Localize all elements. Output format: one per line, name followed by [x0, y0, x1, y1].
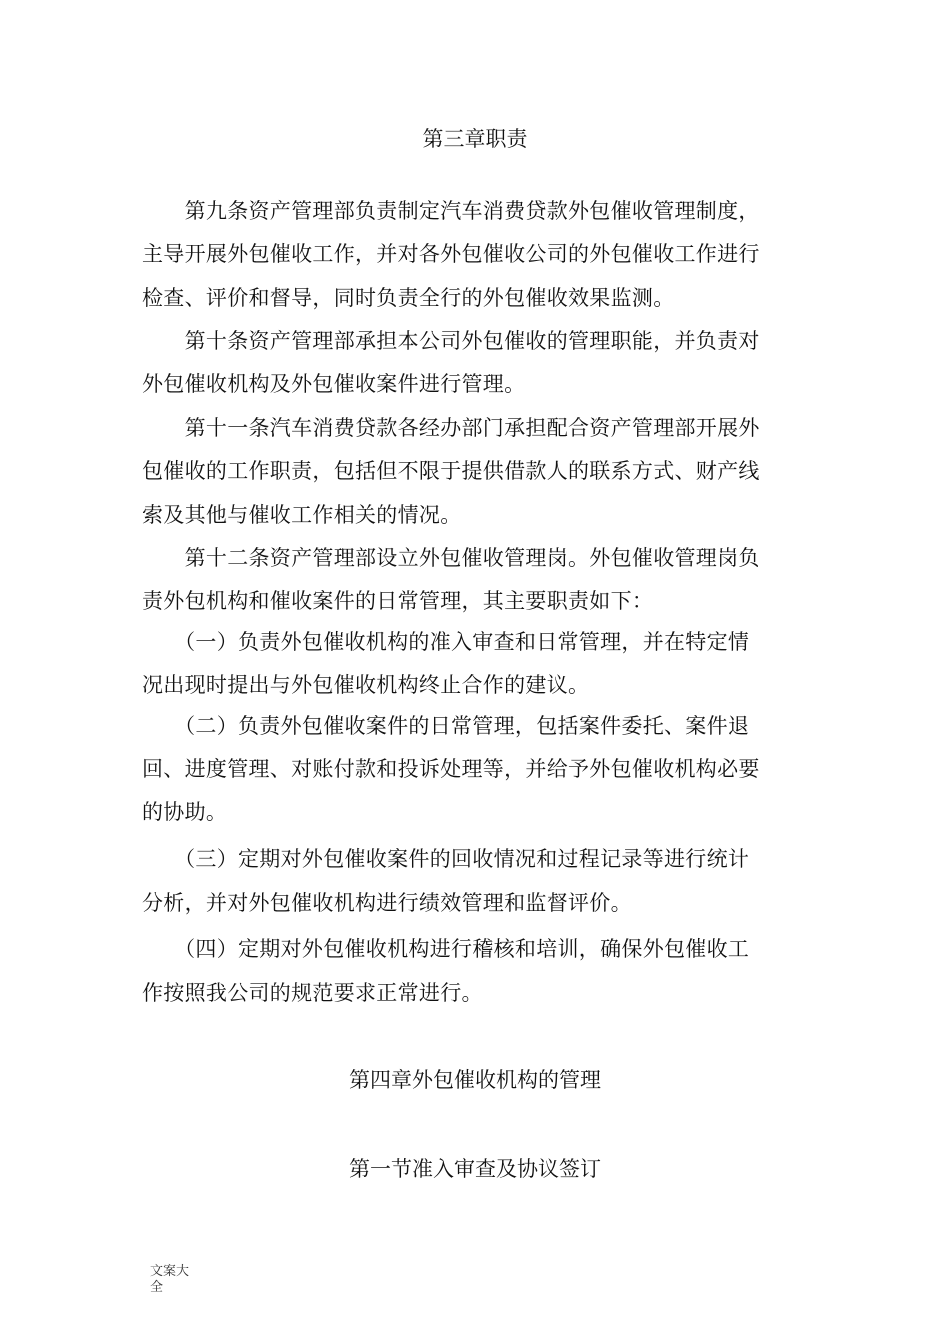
- paragraph-line: 外包催收机构及外包催收案件进行管理。: [142, 372, 526, 396]
- footer-label: 文案大全: [150, 1264, 190, 1295]
- paragraph-line: （一）负责外包催收机构的准入审查和日常管理，并在特定情: [142, 630, 750, 654]
- paragraph-line: 索及其他与催收工作相关的情况。: [142, 503, 462, 527]
- paragraph-line: （二）负责外包催收案件的日常管理，包括案件委托、案件退: [142, 714, 750, 738]
- paragraph-line: 包催收的工作职责，包括但不限于提供借款人的联系方式、财产线: [142, 459, 760, 483]
- chapter-3-title: 第三章职责: [422, 127, 528, 151]
- paragraph-line: 主导开展外包催收工作，并对各外包催收公司的外包催收工作进行: [142, 242, 760, 266]
- paragraph-line: 第十条资产管理部承担本公司外包催收的管理职能，并负责对: [142, 329, 760, 353]
- paragraph-line: （三）定期对外包催收案件的回收情况和过程记录等进行统计: [142, 847, 750, 871]
- paragraph-line: 况出现时提出与外包催收机构终止合作的建议。: [142, 673, 590, 697]
- paragraph-line: （四）定期对外包催收机构进行稽核和培训，确保外包催收工: [142, 937, 750, 961]
- paragraph-line: 第九条资产管理部负责制定汽车消费贷款外包催收管理制度，: [142, 199, 760, 223]
- paragraph-line: 分析，并对外包催收机构进行绩效管理和监督评价。: [142, 891, 632, 915]
- chapter-4-title: 第四章外包催收机构的管理: [349, 1068, 601, 1092]
- paragraph-line: 的协助。: [142, 800, 228, 824]
- paragraph-line: 检查、评价和督导，同时负责全行的外包催收效果监测。: [142, 286, 675, 310]
- paragraph-line: 回、进度管理、对账付款和投诉处理等，并给予外包催收机构必要: [142, 757, 760, 781]
- paragraph-line: 第十二条资产管理部设立外包催收管理岗。外包催收管理岗负: [142, 546, 760, 570]
- section-1-title: 第一节准入审查及协议签订: [349, 1157, 601, 1181]
- paragraph-line: 责外包机构和催收案件的日常管理，其主要职责如下：: [142, 589, 654, 613]
- paragraph-line: 第十一条汽车消费贷款各经办部门承担配合资产管理部开展外: [142, 416, 760, 440]
- paragraph-line: 作按照我公司的规范要求正常进行。: [142, 981, 483, 1005]
